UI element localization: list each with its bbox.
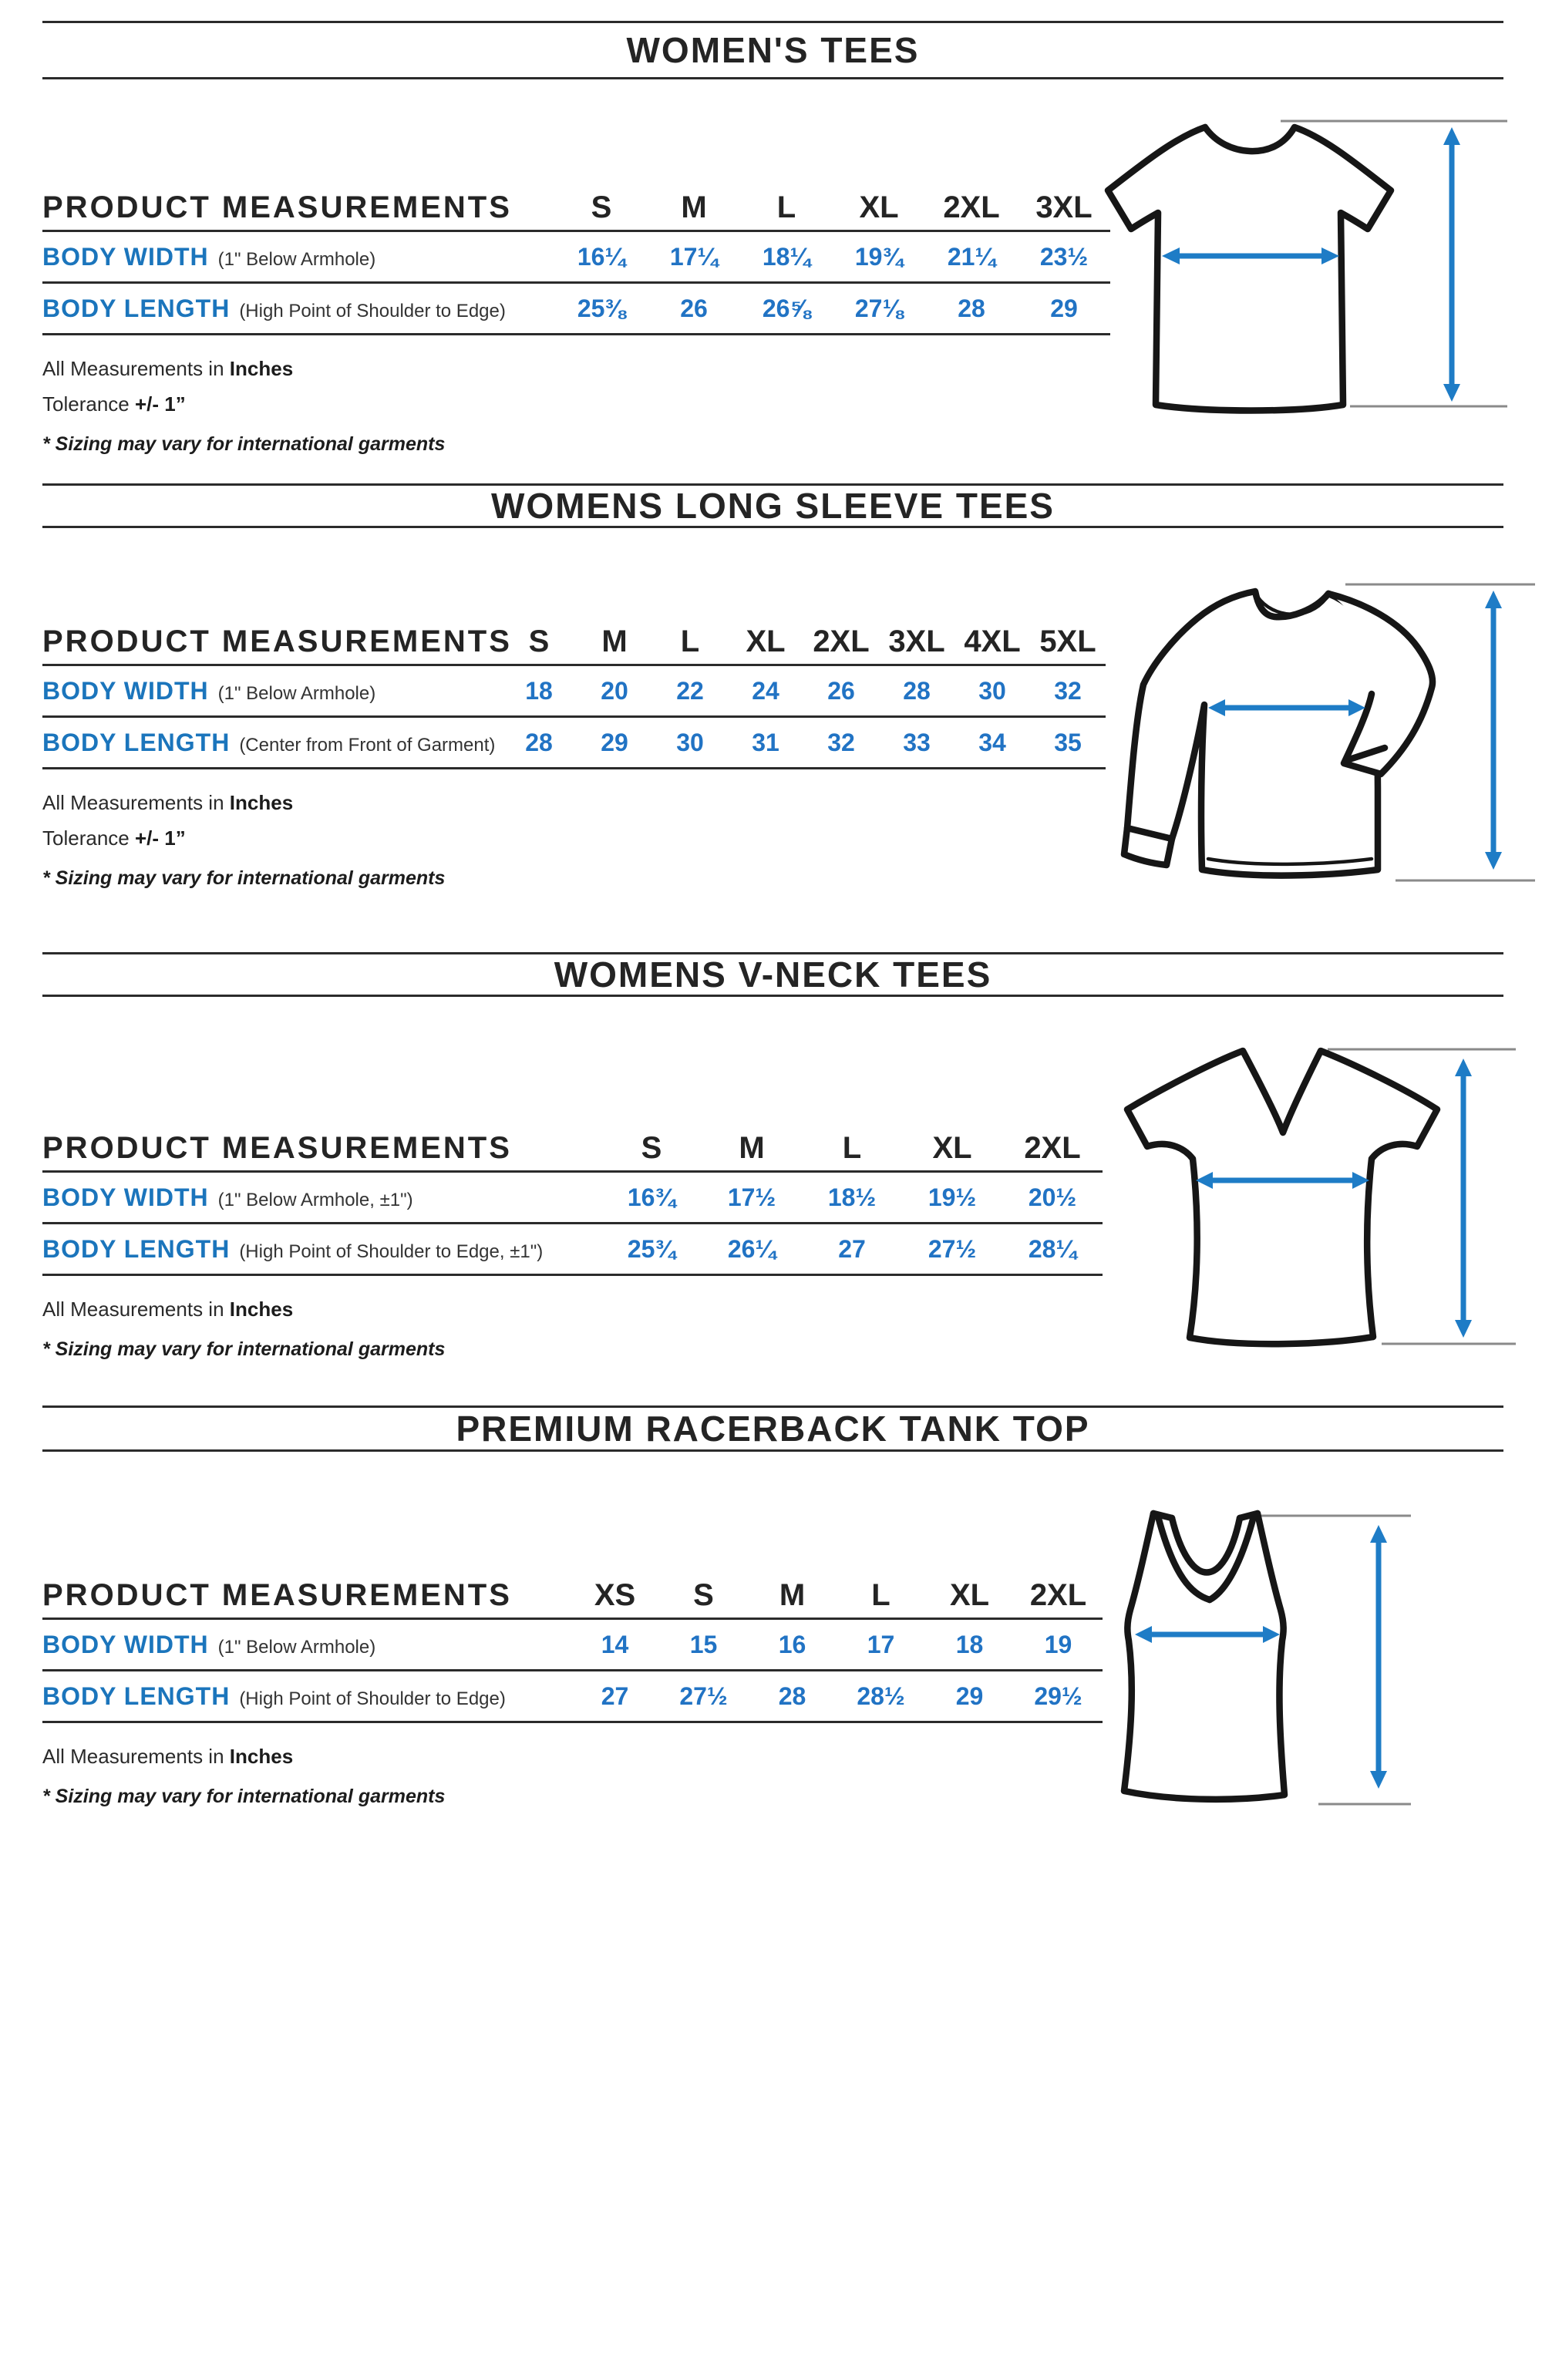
measurement-value: 23½ — [1039, 242, 1089, 271]
measurement-value: 20½ — [1028, 1183, 1077, 1211]
measurement-value: 26 — [680, 294, 708, 322]
measurement-value: 19½ — [928, 1183, 977, 1211]
body-width-arrow-icon — [1208, 699, 1365, 716]
size-chart-section — [42, 952, 1503, 1372]
measurement-value: 34 — [978, 728, 1006, 756]
measurement-note: (1" Below Armhole) — [217, 1636, 376, 1658]
measurement-label: BODY WIDTH — [42, 1630, 209, 1658]
sizing-note: * Sizing may vary for international garments — [42, 433, 446, 455]
measurement-label-cell — [42, 1183, 601, 1212]
measurement-value: 29 — [955, 1681, 984, 1710]
table-header-label: PRODUCT MEASUREMENTS — [42, 624, 512, 658]
size-column-header: 5XL — [1039, 624, 1096, 658]
size-column-header: 2XL — [813, 624, 870, 658]
size-column-header: 4XL — [964, 624, 1021, 658]
measurement-value: 29 — [601, 728, 628, 756]
measurement-value: 18 — [955, 1630, 984, 1658]
measurement-value: 26¼ — [727, 1234, 776, 1263]
body-width-arrow-icon — [1135, 1626, 1280, 1643]
size-column-header: S — [591, 190, 612, 224]
size-column-header: L — [842, 1131, 862, 1165]
table-header-row — [42, 1121, 1103, 1173]
measurement-value: 19 — [1044, 1630, 1072, 1658]
measurement-note: (Center from Front of Garment) — [239, 734, 496, 756]
measurement-label: BODY WIDTH — [42, 242, 209, 271]
size-column-header: M — [779, 1578, 806, 1612]
measurement-label-cell — [42, 243, 555, 271]
sizing-note: * Sizing may vary for international garments — [42, 1338, 446, 1360]
measurement-label-cell — [42, 1631, 571, 1659]
table-header-label: PRODUCT MEASUREMENTS — [42, 190, 512, 224]
units-note-prefix: All Measurements in — [42, 357, 224, 380]
section-title-band — [42, 952, 1503, 997]
size-column-header: XL — [932, 1131, 972, 1165]
table-header-row — [42, 1568, 1103, 1620]
table-header-row — [42, 614, 1106, 666]
size-column-header: M — [601, 624, 628, 658]
measurement-label: BODY LENGTH — [42, 728, 231, 756]
table-header-label: PRODUCT MEASUREMENTS — [42, 1578, 512, 1612]
measurement-value: 27 — [601, 1681, 629, 1710]
measurement-value: 27½ — [679, 1681, 728, 1710]
section-title: WOMENS LONG SLEEVE TEES — [491, 486, 1055, 526]
size-chart-section — [42, 1405, 1503, 1820]
table-header-row — [42, 180, 1110, 232]
measurement-row — [42, 232, 1110, 284]
measurements-table — [42, 614, 1106, 769]
measurement-value: 29½ — [1034, 1681, 1082, 1710]
measurement-value: 16 — [778, 1630, 806, 1658]
units-note-unit: Inches — [229, 791, 294, 814]
measurement-row — [42, 1173, 1103, 1224]
measurement-label-cell — [42, 729, 501, 757]
measurement-row — [42, 1671, 1103, 1723]
measurement-value: 16¾ — [627, 1183, 676, 1211]
garment-illustration — [1082, 98, 1513, 472]
measurement-note: (High Point of Shoulder to Edge) — [239, 1688, 506, 1709]
garment-outline — [1108, 127, 1391, 411]
section-title-band — [42, 483, 1503, 528]
body-length-arrow-icon — [1370, 1525, 1387, 1789]
measurement-value: 22 — [676, 676, 704, 705]
garment-illustration — [1099, 557, 1542, 931]
measurement-value: 29 — [1050, 294, 1078, 322]
measurement-value: 25⅜ — [577, 294, 626, 322]
measurement-value: 28 — [958, 294, 985, 322]
garment-illustration — [1103, 1029, 1523, 1388]
size-column-header: L — [871, 1578, 891, 1612]
neckline — [1172, 1518, 1240, 1573]
v-neck-tee-illustration — [1103, 1029, 1523, 1388]
measurement-value: 27⅛ — [854, 294, 904, 322]
size-column-header: XS — [594, 1578, 636, 1612]
size-column-header: L — [680, 624, 700, 658]
measurement-label-cell — [42, 677, 501, 705]
measurement-value: 27 — [838, 1234, 866, 1263]
measurement-value: 28 — [525, 728, 553, 756]
measurement-value: 18¼ — [762, 242, 811, 271]
measurement-value: 17¼ — [669, 242, 719, 271]
measurement-label: BODY LENGTH — [42, 1681, 231, 1710]
measurements-table — [42, 1121, 1103, 1276]
units-note-prefix: All Measurements in — [42, 1745, 224, 1768]
long-sleeve-tee-illustration — [1099, 557, 1542, 931]
size-column-header: S — [693, 1578, 714, 1612]
tolerance-note-value: +/- 1” — [134, 826, 186, 850]
measurement-value: 18½ — [827, 1183, 877, 1211]
measurement-value: 26 — [827, 676, 855, 705]
racerback-right-curve — [1210, 1517, 1254, 1600]
units-note-unit: Inches — [229, 1745, 294, 1768]
measurement-note: (1" Below Armhole) — [217, 682, 376, 704]
measurement-row — [42, 284, 1110, 335]
sizing-note: * Sizing may vary for international garments — [42, 1786, 446, 1807]
measurement-label-cell — [42, 1235, 601, 1264]
section-title: PREMIUM RACERBACK TANK TOP — [456, 1409, 1090, 1449]
measurement-row — [42, 1620, 1103, 1671]
measurement-value: 24 — [752, 676, 779, 705]
table-header-label: PRODUCT MEASUREMENTS — [42, 1131, 512, 1165]
measurement-value: 28¼ — [1028, 1234, 1077, 1263]
units-note-unit: Inches — [229, 1298, 294, 1321]
garment-illustration — [1103, 1494, 1496, 1822]
size-chart-section — [42, 21, 1503, 467]
measurement-value: 35 — [1054, 728, 1082, 756]
body-length-arrow-icon — [1455, 1059, 1472, 1338]
measurement-note: (1" Below Armhole, ±1") — [217, 1189, 413, 1210]
garment-outline — [1124, 591, 1378, 876]
measurement-note: (High Point of Shoulder to Edge) — [239, 300, 506, 321]
measurement-label: BODY LENGTH — [42, 1234, 231, 1263]
measurement-value: 28 — [903, 676, 931, 705]
measurements-table — [42, 1568, 1103, 1723]
size-column-header: 3XL — [1035, 190, 1093, 224]
measurement-row — [42, 666, 1106, 718]
size-column-header: M — [739, 1131, 765, 1165]
measurement-label-cell — [42, 295, 555, 323]
tolerance-note-value: +/- 1” — [134, 392, 186, 416]
size-column-header: XL — [746, 624, 786, 658]
units-note-unit: Inches — [229, 357, 294, 380]
measurement-value: 14 — [601, 1630, 629, 1658]
units-note-prefix: All Measurements in — [42, 1298, 224, 1321]
measurement-value: 28½ — [857, 1681, 905, 1710]
measurement-value: 26⅝ — [762, 294, 811, 322]
garment-outline — [1127, 1051, 1437, 1344]
measurement-value: 19¾ — [854, 242, 904, 271]
tolerance-note-prefix: Tolerance — [42, 392, 130, 416]
body-width-arrow-icon — [1162, 247, 1339, 264]
left-cuff-line — [1127, 828, 1172, 839]
short-sleeve-tee-illustration — [1082, 98, 1513, 472]
measurement-value: 21¼ — [947, 242, 996, 271]
tolerance-note-prefix: Tolerance — [42, 826, 130, 850]
size-column-header: XL — [949, 1578, 990, 1612]
measurement-value: 20 — [601, 676, 628, 705]
measurement-label: BODY WIDTH — [42, 1183, 209, 1211]
measurement-value: 18 — [525, 676, 553, 705]
measurement-value: 31 — [752, 728, 779, 756]
measurement-value: 32 — [827, 728, 855, 756]
units-note-prefix: All Measurements in — [42, 791, 224, 814]
size-chart-section — [42, 483, 1503, 901]
body-length-arrow-icon — [1485, 591, 1502, 870]
section-title-band — [42, 1405, 1503, 1452]
measurement-note: (High Point of Shoulder to Edge, ±1") — [239, 1240, 544, 1262]
size-column-header: 3XL — [888, 624, 945, 658]
measurement-value: 15 — [689, 1630, 718, 1658]
size-column-header: M — [681, 190, 707, 224]
measurement-value: 32 — [1054, 676, 1082, 705]
body-length-arrow-icon — [1443, 127, 1460, 402]
section-title: WOMENS V-NECK TEES — [554, 954, 992, 995]
measurement-label: BODY LENGTH — [42, 294, 231, 322]
measurement-note: (1" Below Armhole) — [217, 248, 376, 270]
sizing-note: * Sizing may vary for international garments — [42, 867, 446, 889]
size-column-header: XL — [859, 190, 899, 224]
measurements-table — [42, 180, 1110, 335]
measurement-value: 16¼ — [577, 242, 626, 271]
measurement-value: 30 — [978, 676, 1006, 705]
size-column-header: 2XL — [1024, 1131, 1081, 1165]
body-width-arrow-icon — [1196, 1172, 1369, 1189]
hem-stitch-line — [1208, 859, 1372, 864]
racerback-tank-illustration — [1103, 1494, 1496, 1822]
section-title-band — [42, 21, 1503, 79]
garment-outline — [1124, 1513, 1284, 1799]
section-title: WOMEN'S TEES — [626, 30, 920, 70]
measurement-value: 17 — [867, 1630, 895, 1658]
measurement-value: 30 — [676, 728, 704, 756]
size-column-header: L — [776, 190, 796, 224]
measurement-value: 17½ — [727, 1183, 776, 1211]
measurement-value: 25¾ — [627, 1234, 676, 1263]
measurement-row — [42, 718, 1106, 769]
measurement-label: BODY WIDTH — [42, 676, 209, 705]
size-column-header: S — [528, 624, 550, 658]
measurement-row — [42, 1224, 1103, 1276]
size-column-header: S — [641, 1131, 662, 1165]
measurement-value: 33 — [903, 728, 931, 756]
size-column-header: 2XL — [943, 190, 1000, 224]
measurement-label-cell — [42, 1682, 571, 1711]
size-column-header: 2XL — [1029, 1578, 1087, 1612]
measurement-value: 27½ — [928, 1234, 977, 1263]
measurement-value: 28 — [778, 1681, 806, 1710]
